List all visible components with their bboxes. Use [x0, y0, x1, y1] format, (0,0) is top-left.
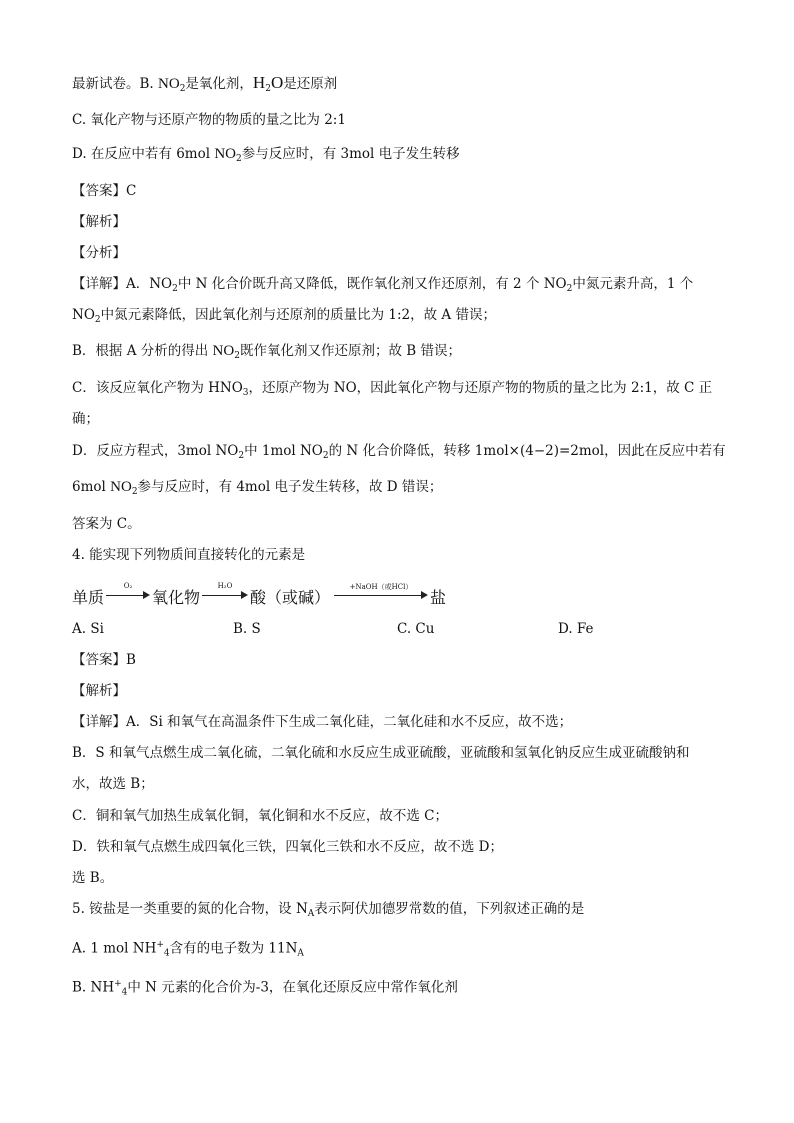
- conclusion-q4: 选 B。: [72, 870, 114, 886]
- conclusion-q3: 答案为 C。: [72, 516, 141, 532]
- detail-d-q3: D．反应方程式，3mol $NO_2$中 1mol $NO_2$的 N 化合价降低，转移 1mol×(4−2)=2mol，因此在反应中若有: [72, 443, 726, 461]
- detail-d-q4: D．铁和氧气点燃生成四氧化三铁，四氧化三铁和水不反应，故不选 D；: [72, 839, 503, 855]
- analysis-sub-header-q3: 【分析】: [72, 245, 126, 261]
- detail-a-q4: 【详解】A．Si 和氧气在高温条件下生成二氧化硅，二氧化硅和水不反应，故不选；: [72, 714, 573, 730]
- option-d-q3: D. 在反应中若有 6mol $NO_2$参与反应时，有 3mol 电子发生转移: [72, 146, 460, 164]
- option-d-q4: D. Fe: [558, 621, 594, 637]
- diagram-word-element: 单质: [72, 588, 105, 607]
- detail-d-cont-q3: 6mol $NO_2$参与反应时，有 4mol 电子发生转移，故 D 错误；: [72, 479, 443, 497]
- arrow-h2o-label: H₂O: [217, 582, 233, 590]
- conversion-diagram: [72, 582, 492, 608]
- option-b-q5: B. $NH^+_4$中 N 元素的化合价为-3，在氧化还原反应中常作氧化剂: [72, 979, 458, 998]
- answer-q4: 【答案】B: [72, 652, 136, 668]
- detail-b-cont-q4: 水，故选 B；: [72, 776, 154, 792]
- option-c-q4: C. Cu: [397, 621, 435, 637]
- option-b-q4: B. S: [233, 621, 261, 637]
- analysis-header-q3: 【解析】: [72, 214, 126, 230]
- arrow-naoh-hcl: [334, 583, 428, 602]
- option-b-q3: 最新试卷。B. $NO_2$是氧化剂，$H_2O$是还原剂: [72, 73, 338, 94]
- arrow-o2: [106, 582, 150, 602]
- arrow-h2o: [202, 582, 248, 602]
- detail-c-q3: C．该反应氧化产物为 $HNO_3$，还原产物为 NO，因此氧化产物与还原产物的物质的量之比为 2:1，故 C 正: [72, 380, 713, 398]
- arrow-o2-label: O₂: [123, 582, 133, 590]
- diagram-word-oxide: 氧化物: [152, 588, 201, 607]
- option-a-q5: A. 1 mol $NH^+_4$含有的电子数为 $11N_A$: [72, 940, 304, 959]
- arrow-naoh-hcl-label: +NaOH（或HCl）: [349, 583, 413, 591]
- question-4-stem: 4. 能实现下列物质间直接转化的元素是: [72, 547, 306, 563]
- option-a-q4: A. Si: [72, 621, 104, 637]
- diagram-word-acid-base: 酸（或碱）: [250, 588, 331, 607]
- question-5-stem: 5. 铵盐是一类重要的氮的化合物，设 $N_A$表示阿伏加德罗常数的值，下列叙述正确的是: [72, 901, 585, 919]
- detail-a-q3: 【详解】A．$NO_2$中 N 化合价既升高又降低，既作氧化剂又作还原剂，有 2 个 $NO_2$中氮元素升高，1 个: [72, 276, 694, 294]
- detail-c-q4: C．铜和氧气加热生成氧化铜，氧化铜和水不反应，故不选 C；: [72, 808, 448, 824]
- answer-q3: 【答案】C: [72, 183, 137, 199]
- detail-a-cont-q3: $NO_2$中氮元素降低，因此氧化剂与还原剂的质量比为 1:2，故 A 错误；: [72, 307, 496, 325]
- option-c-q3: C. 氧化产物与还原产物的物质的量之比为 2:1: [72, 112, 346, 128]
- detail-b-q3: B．根据 A 分析的得出 $NO_2$既作氧化剂又作还原剂；故 B 错误；: [72, 343, 461, 361]
- analysis-header-q4: 【解析】: [72, 683, 126, 699]
- detail-c-cont-q3: 确；: [72, 411, 99, 427]
- detail-b-q4: B．S 和氧气点燃生成二氧化硫，二氧化硫和水反应生成亚硫酸，亚硫酸和氢氧化钠反应生成亚硫酸钠和: [72, 745, 690, 761]
- diagram-word-salt: 盐: [430, 588, 447, 607]
